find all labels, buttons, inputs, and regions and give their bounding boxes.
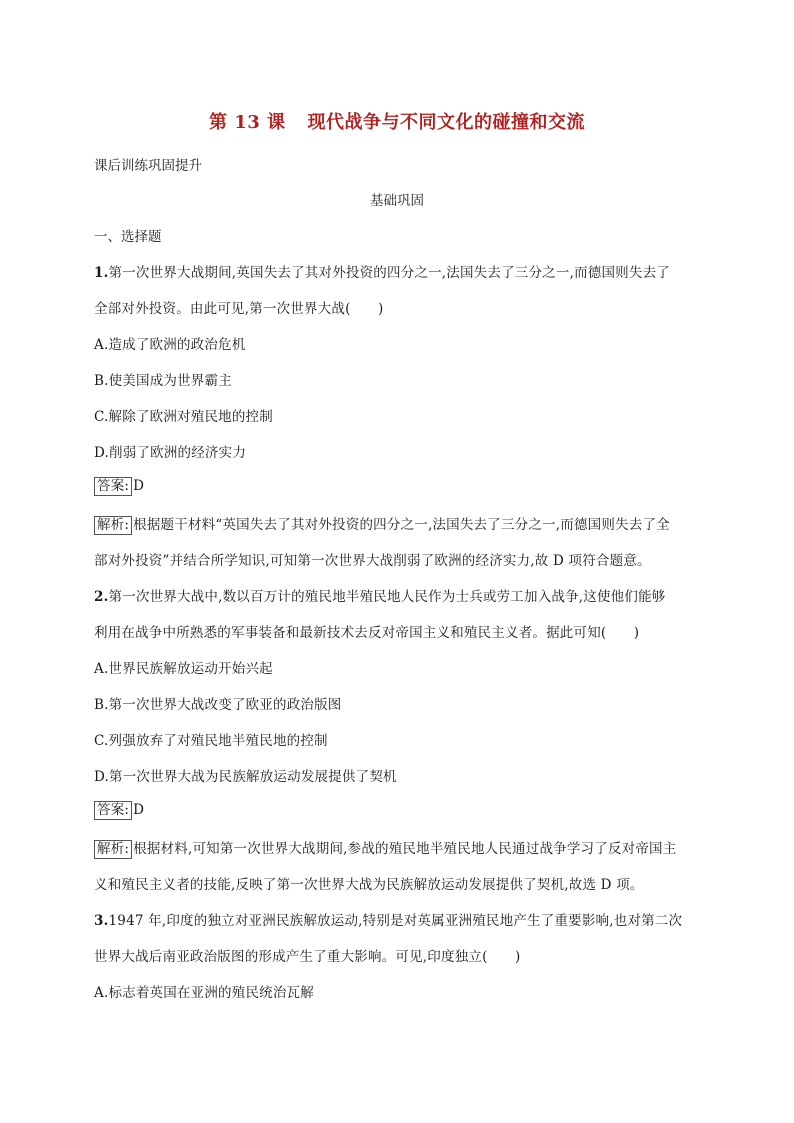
- lesson-number: 第 13 课: [208, 112, 286, 133]
- question-1-analysis-line-1: 解析: 根据题干材料“英国失去了其对外投资的四分之一,法国失去了三分之一,而德国则失去了全: [94, 513, 670, 535]
- question-3-number: 3.: [94, 913, 109, 929]
- page-title: [0, 108, 794, 134]
- question-2-number: 2.: [94, 589, 109, 605]
- question-1-answer: [94, 477, 144, 496]
- question-3-stem-line-2: 世界大战后南亚政治版图的形成产生了重大影响。可见,印度独立( ): [94, 949, 521, 965]
- question-1-stem-line-2: 全部对外投资。由此可见,第一次世界大战( ): [94, 301, 384, 317]
- question-3-option-a: A.标志着英国在亚洲的殖民统治瓦解: [94, 985, 314, 1001]
- question-1-option-c: C.解除了欧洲对殖民地的控制: [94, 409, 273, 425]
- question-1-analysis-line-2: 部对外投资”并结合所学知识,可知第一次世界大战削弱了欧洲的经济实力,故 D 项符合题意。: [94, 553, 651, 569]
- question-2-analysis-line-1: 解析: 根据材料,可知第一次世界大战期间,参战的殖民地半殖民地人民通过战争学习了反对帝国主: [94, 837, 676, 859]
- question-2-stem-line-1: 2.第一次世界大战中,数以百万计的殖民地半殖民地人民作为士兵或劳工加入战争,这使他们能够: [94, 589, 666, 605]
- analysis-label: 解析:: [94, 840, 132, 859]
- question-1-answer-value: D: [133, 478, 145, 494]
- question-2-option-d: D.第一次世界大战为民族解放运动发展提供了契机: [94, 769, 397, 785]
- question-2-answer: [94, 801, 144, 820]
- question-2-option-c: C.列强放弃了对殖民地半殖民地的控制: [94, 733, 328, 749]
- question-2-option-b: B.第一次世界大战改变了欧亚的政治版图: [94, 697, 342, 713]
- part-heading: 一、选择题: [94, 229, 162, 245]
- question-1-option-a: A.造成了欧洲的政治危机: [94, 337, 246, 353]
- question-2-answer-value: D: [133, 802, 145, 818]
- question-3-stem-line-1: 3.1947 年,印度的独立对亚洲民族解放运动,特别是对英属亚洲殖民地产生了重要影响,也对第二次: [94, 913, 683, 929]
- question-1-number: 1.: [94, 265, 109, 281]
- question-1-stem-line-1: 1.第一次世界大战期间,英国失去了其对外投资的四分之一,法国失去了三分之一,而德国则失去了: [94, 265, 670, 281]
- question-1-option-d: D.削弱了欧洲的经济实力: [94, 445, 247, 461]
- question-1-option-b: B.使美国成为世界霸主: [94, 373, 232, 389]
- answer-label: 答案:: [94, 477, 132, 496]
- question-2-stem-line-2: 利用在战争中所熟悉的军事装备和最新技术去反对帝国主义和殖民主义者。据此可知( ): [94, 625, 640, 641]
- section-heading: 基础巩固: [370, 193, 424, 209]
- question-2-option-a: A.世界民族解放运动开始兴起: [94, 661, 273, 677]
- answer-label: 答案:: [94, 801, 132, 820]
- lesson-name: 现代战争与不同文化的碰撞和交流: [307, 112, 586, 133]
- question-2-analysis-line-2: 义和殖民主义者的技能,反映了第一次世界大战为民族解放运动发展提供了契机,故选 D 项。: [94, 877, 644, 893]
- analysis-label: 解析:: [94, 516, 132, 535]
- subtitle: 课后训练巩固提升: [94, 158, 202, 174]
